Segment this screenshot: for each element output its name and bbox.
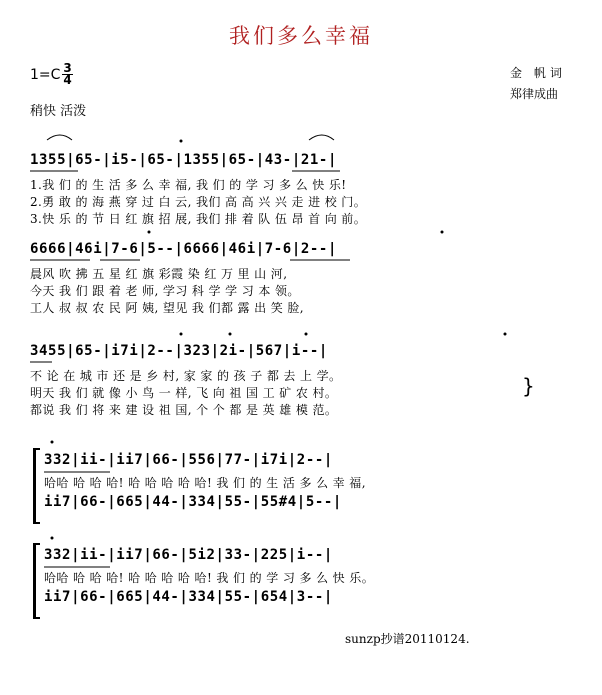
lyric-line-2-3: 工人 叔 叔 农 民 阿 姨, 望见 我 们都 露 出 笑 脸, [30,301,305,315]
lyric-line-1-2: 2.勇 敢 的 海 燕 穿 过 白 云, 我们 高 高 兴 兴 走 进 校 门。 [30,195,367,209]
lyricist-credit: 金 帆词 [510,66,566,80]
notation-line-4-lower: ii7|66-|665|44-|334|55-|55#4|5--| [44,494,342,510]
notation-line-5-lower: ii7|66-|665|44-|334|55-|654|3--| [44,589,333,605]
lyric-line-5: 哈哈 哈 哈 哈! 哈 哈 哈 哈 哈! 我 们 的 学 习 多 么 快 乐。 [44,571,375,585]
lyric-line-2-1: 晨风 吹 拂 五 星 红 旗 彩霞 染 红 万 里 山 河, [30,267,288,281]
lyric-line-3-3: 都说 我 们 将 来 建 设 祖 国, 个 个 都 是 英 雄 模 范。 [30,403,338,417]
notation-line-3: 3455|65-|i7i|2--|323|2i-|567|i--| [30,343,328,359]
time-signature-bottom: 4 [63,73,72,87]
lyric-line-2-2: 今天 我 们 跟 着 老 师, 学习 科 学 学 习 本 领。 [30,284,300,298]
notation-line-2: 6666|46i|7-6|5--|6666|46i|7-6|2--| [30,241,337,257]
verse-brace: } [522,374,535,398]
lyric-line-1-1: 1.我 们 的 生 活 多 么 幸 福, 我 们 的 学 习 多 么 快 乐! [30,178,347,192]
slur-mark [47,135,72,140]
key-label: 1=C [30,66,61,83]
composer-credit: 郑律成曲 [510,87,559,101]
tempo-marking: 稍快 活泼 [30,104,87,119]
transcriber-note: sunzp抄谱20110124. [345,632,470,646]
notation-line-4-upper: 332|ii-|ii7|66-|556|77-|i7i|2--| [44,452,333,468]
notation-line-1: 1355|65-|i5-|65-|1355|65-|43-|21-| [30,152,337,168]
song-title: 我们多么幸福 [229,24,373,48]
lyric-line-1-3: 3.快 乐 的 节 日 红 旗 招 展, 我们 排 着 队 伍 昂 首 向 前。 [30,212,367,226]
lyric-line-3-2: 明天 我 们 就 像 小 鸟 一 样, 飞 向 祖 国 工 矿 农 村。 [30,386,338,400]
time-signature-top: 3 [63,61,72,75]
lyric-line-3-1: 不 论 在 城 市 还 是 乡 村, 家 家 的 孩 子 都 去 上 学。 [30,369,342,383]
slur-mark [309,135,334,140]
notation-line-5-upper: 332|ii-|ii7|66-|5i2|33-|225|i--| [44,547,333,563]
lyric-line-4: 哈哈 哈 哈 哈! 哈 哈 哈 哈 哈! 我 们 的 生 活 多 么 幸 福, [44,476,366,490]
